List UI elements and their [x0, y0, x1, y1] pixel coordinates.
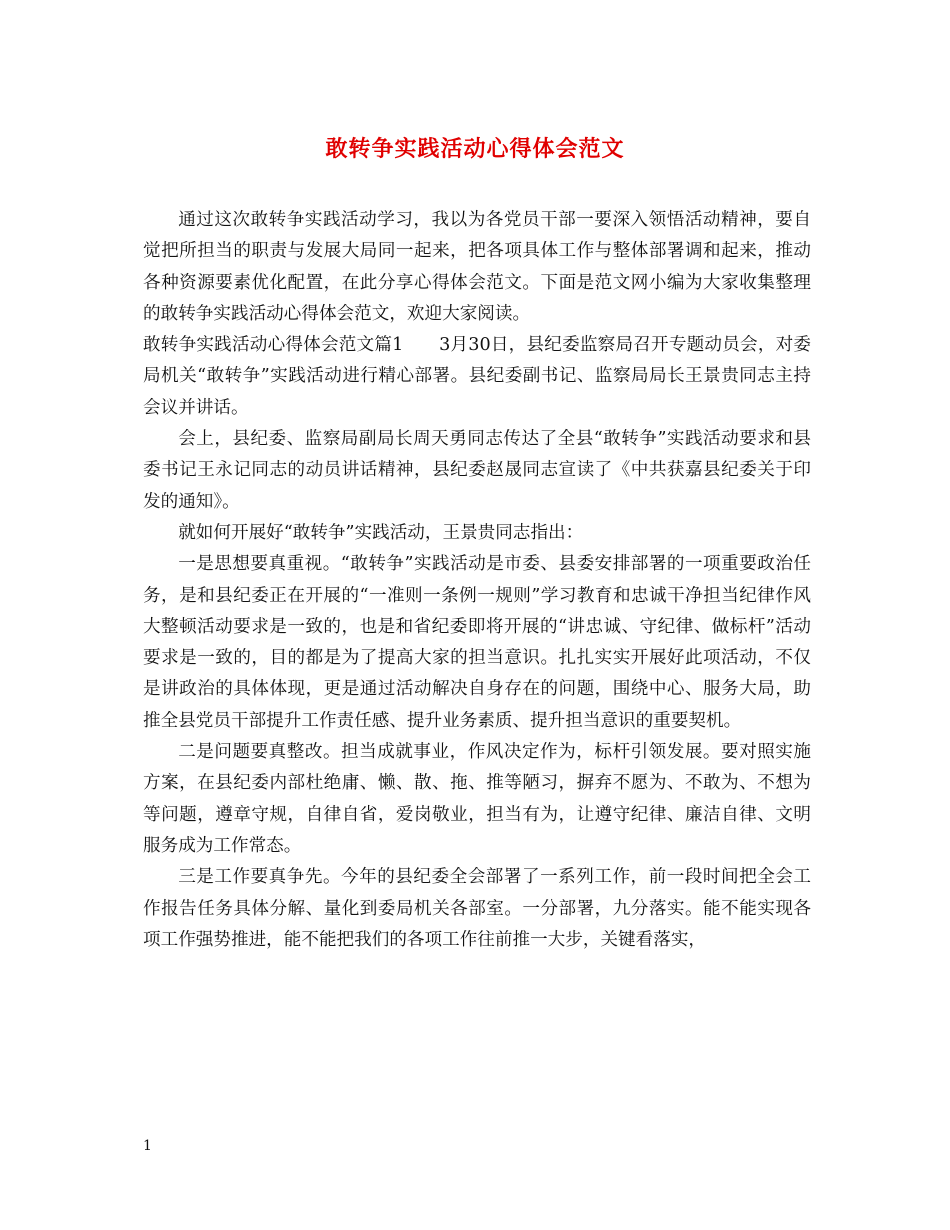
paragraph-6: 二是问题要真整改。担当成就事业，作风决定作为，标杆引领发展。要对照实施方案，在县纪委内部杜绝庸、懒、散、拖、推等陋习，摒弃不愿为、不敢为、不想为等问题，遵章守规，自律自省，爱岗敬业，担当有为，让遵守纪律、廉洁自律、文明服务成为工作常态。 — [143, 742, 811, 856]
paragraph-3: 会上，县纪委、监察局副局长周天勇同志传达了全县“敢转争”实践活动要求和县委书记王永记同志的动员讲话精神，县纪委赵晟同志宣读了《中共获嘉县纪委关于印发的通知》。 — [143, 429, 811, 512]
document-body — [143, 205, 811, 956]
page-number: 1 — [143, 1138, 152, 1154]
paragraph-1: 通过这次敢转争实践活动学习，我以为各党员干部一要深入领悟活动精神，要自觉把所担当的职责与发展大局同一起来，把各项具体工作与整体部署调和起来，推动各种资源要素优化配置，在此分享心得体会范文。下面是范文网小编为大家收集整理的敢转争实践活动心得体会范文，欢迎大家阅读。 — [143, 210, 811, 324]
paragraph-7: 三是工作要真争先。今年的县纪委全会部署了一系列工作，前一段时间把全会工作报告任务具体分解、量化到委局机关各部室。一分部署，九分落实。能不能实现各项工作强势推进，能不能把我们的各项工作往前推一大步，关键看落实， — [143, 867, 811, 950]
paragraph-4: 就如何开展好“敢转争”实践活动，王景贵同志指出： — [178, 522, 584, 543]
paragraph-5: 一是思想要真重视。“敢转争”实践活动是市委、县委安排部署的一项重要政治任务，是和县纪委正在开展的“一准则一条例一规则”学习教育和忠诚干净担当纪律作风大整顿活动要求是一致的，也是和省纪委即将开展的“讲忠诚、守纪律、做标杆”活动要求是一致的，目的都是为了提高大家的担当意识。扎扎实实开展好此项活动，不仅是讲政治的具体体现，更是通过活动解决自身存在的问题，围绕中心、服务大局，助推全县党员干部提升工作责任感、提升业务素质、提升担当意识的重要契机。 — [143, 554, 811, 731]
document-title: 敢转争实践活动心得体会范文 — [325, 136, 625, 162]
paragraph-2: 敢转争实践活动心得体会范文篇1 3月30日，县纪委监察局召开专题动员会，对委局机关“敢转争”实践活动进行精心部署。县纪委副书记、监察局局长王景贵同志主持会议并讲话。 — [143, 335, 811, 418]
